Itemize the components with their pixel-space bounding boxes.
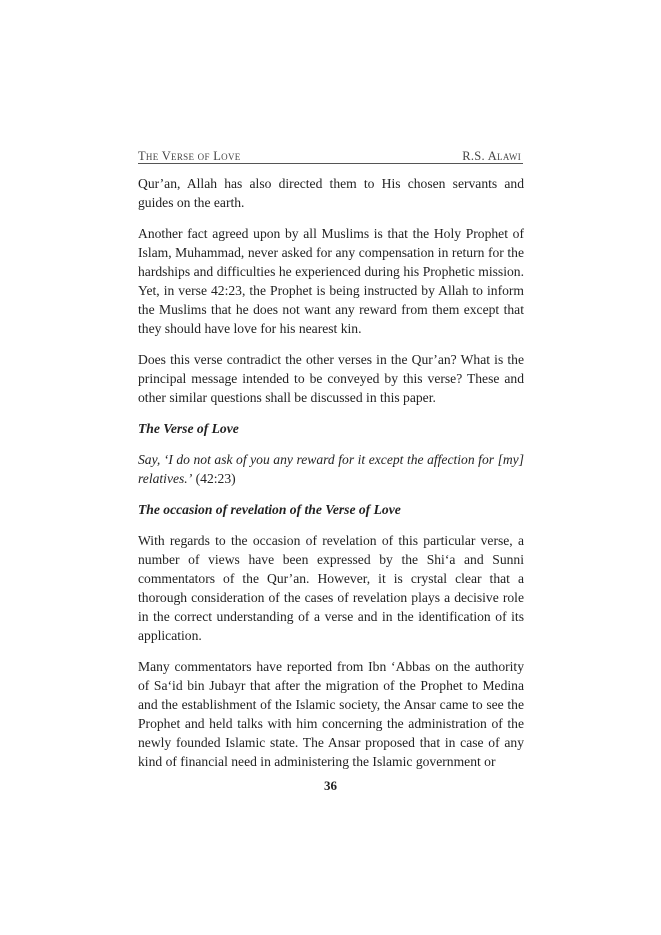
paragraph: Another fact agreed upon by all Muslims is that the Holy Prophet of Islam, Muhammad, never asked for any compensation in return for the hardships and difficulties he experienced during his Prophetic mission. Yet, in verse 42:23, the Prophet is being instructed by Allah to inform the Muslims that he does not want any reward from them except that they should have love for his nearest kin. <box>138 226 524 336</box>
verse-quote <box>138 450 524 488</box>
paragraph: With regards to the occasion of revelation of this particular verse, a number of views have been expressed by the Shi‘a and Sunni commentators of the Qur’an. However, it is crystal clear that a thorough consideration of the cases of revelation plays a decisive role in the correct understanding of a verse and in the identification of its application. <box>138 533 524 643</box>
section-heading: The occasion of revelation of the Verse of Love <box>138 502 401 517</box>
page-number: 36 <box>324 778 337 793</box>
paragraph: Does this verse contradict the other verses in the Qur’an? What is the principal message intended to be conveyed by this verse? These and other similar questions shall be discussed in this paper. <box>138 352 524 405</box>
verse-quote-text: Say, ‘I do not ask of you any reward for it except the affection for [my] relatives.’ <box>138 452 524 486</box>
section-heading: The Verse of Love <box>138 421 239 436</box>
running-head-title: The Verse of Love <box>138 149 241 163</box>
running-head <box>138 149 523 164</box>
paragraph: Many commentators have reported from Ibn ‘Abbas on the authority of Sa‘id bin Jubayr that after the migration of the Prophet to Medina and the establishment of the Islamic society, the Ansar came to see the Prophet and held talks with him concerning the administration of the newly founded Islamic state. The Ansar proposed that in case of any kind of financial need in administering the Islamic government or <box>138 659 524 769</box>
body-text <box>138 174 524 783</box>
running-head-author: R.S. Alawi <box>462 149 521 163</box>
verse-reference: (42:23) <box>192 471 236 486</box>
paragraph: Qur’an, Allah has also directed them to His chosen servants and guides on the earth. <box>138 176 524 210</box>
